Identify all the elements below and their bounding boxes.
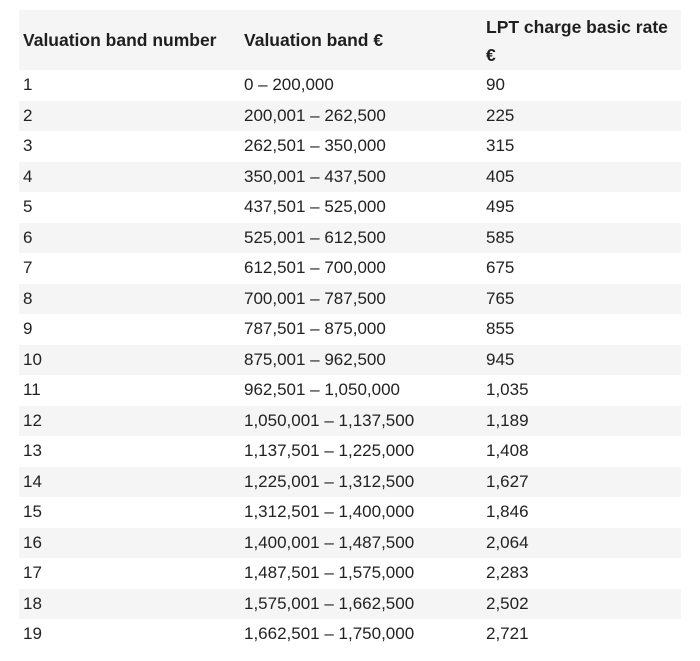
table-row <box>19 497 681 528</box>
band-number-cell: 10 <box>23 349 42 369</box>
valuation-band-cell: 1,050,001 – 1,137,500 <box>244 410 415 430</box>
band-number-cell: 13 <box>23 441 42 461</box>
lpt-charge-cell: 495 <box>486 197 515 217</box>
lpt-charge-cell: 1,627 <box>486 471 529 491</box>
table-row <box>19 223 681 254</box>
valuation-band-cell: 1,575,001 – 1,662,500 <box>244 593 415 613</box>
lpt-charge-cell: 1,189 <box>486 410 529 430</box>
lpt-charge-cell: 1,846 <box>486 502 529 522</box>
lpt-charge-cell: 765 <box>486 288 515 308</box>
band-number-cell: 6 <box>23 227 33 247</box>
band-number-cell: 1 <box>23 75 33 95</box>
table-row <box>19 314 681 345</box>
valuation-band-cell: 1,137,501 – 1,225,000 <box>244 441 415 461</box>
band-number-cell: 14 <box>23 471 42 491</box>
header-valuation-band-number: Valuation band number <box>23 30 217 50</box>
band-number-cell: 19 <box>23 624 42 644</box>
valuation-band-cell: 1,662,501 – 1,750,000 <box>244 624 415 644</box>
table-row <box>19 101 681 132</box>
lpt-valuation-table-container <box>19 10 681 650</box>
band-number-cell: 17 <box>23 563 42 583</box>
band-number-cell: 18 <box>23 593 42 613</box>
band-number-cell: 12 <box>23 410 42 430</box>
band-number-cell: 7 <box>23 258 33 278</box>
lpt-charge-cell: 945 <box>486 349 515 369</box>
table-row <box>19 253 681 284</box>
valuation-band-cell: 0 – 200,000 <box>244 75 334 95</box>
table-row <box>19 558 681 589</box>
valuation-band-cell: 525,001 – 612,500 <box>244 227 386 247</box>
lpt-valuation-table <box>19 10 681 650</box>
band-number-cell: 15 <box>23 502 42 522</box>
lpt-charge-cell: 1,408 <box>486 441 529 461</box>
valuation-band-cell: 1,400,001 – 1,487,500 <box>244 532 415 552</box>
lpt-charge-cell: 225 <box>486 105 515 125</box>
table-row <box>19 162 681 193</box>
lpt-charge-cell: 2,064 <box>486 532 529 552</box>
valuation-band-cell: 200,001 – 262,500 <box>244 105 386 125</box>
valuation-band-cell: 612,501 – 700,000 <box>244 258 386 278</box>
valuation-band-cell: 875,001 – 962,500 <box>244 349 386 369</box>
band-number-cell: 9 <box>23 319 33 339</box>
valuation-band-cell: 700,001 – 787,500 <box>244 288 386 308</box>
table-row <box>19 619 681 650</box>
lpt-charge-cell: 405 <box>486 166 515 186</box>
lpt-charge-cell: 315 <box>486 136 515 156</box>
table-row <box>19 284 681 315</box>
table-row <box>19 375 681 406</box>
valuation-band-cell: 962,501 – 1,050,000 <box>244 380 400 400</box>
table-row <box>19 528 681 559</box>
lpt-charge-cell: 90 <box>486 75 505 95</box>
lpt-charge-cell: 855 <box>486 319 515 339</box>
table-body <box>19 70 681 650</box>
valuation-band-cell: 1,487,501 – 1,575,000 <box>244 563 415 583</box>
band-number-cell: 8 <box>23 288 33 308</box>
lpt-charge-cell: 675 <box>486 258 515 278</box>
band-number-cell: 11 <box>23 380 41 400</box>
table-row <box>19 345 681 376</box>
lpt-charge-cell: 2,502 <box>486 593 529 613</box>
band-number-cell: 5 <box>23 197 33 217</box>
table-row <box>19 589 681 620</box>
lpt-charge-cell: 2,721 <box>486 624 529 644</box>
valuation-band-cell: 262,501 – 350,000 <box>244 136 386 156</box>
table-row <box>19 467 681 498</box>
lpt-charge-cell: 2,283 <box>486 563 529 583</box>
band-number-cell: 2 <box>23 105 33 125</box>
table-header <box>19 10 681 70</box>
header-row <box>19 10 681 70</box>
band-number-cell: 4 <box>23 166 33 186</box>
table-row <box>19 192 681 223</box>
band-number-cell: 16 <box>23 532 42 552</box>
table-row <box>19 70 681 101</box>
header-valuation-band: Valuation band € <box>244 30 384 50</box>
table-row <box>19 131 681 162</box>
lpt-charge-cell: 1,035 <box>486 380 529 400</box>
valuation-band-cell: 1,225,001 – 1,312,500 <box>244 471 415 491</box>
band-number-cell: 3 <box>23 136 33 156</box>
header-lpt-charge-basic-rate: LPT charge basic rate € <box>486 17 668 65</box>
valuation-band-cell: 350,001 – 437,500 <box>244 166 386 186</box>
lpt-charge-cell: 585 <box>486 227 515 247</box>
valuation-band-cell: 437,501 – 525,000 <box>244 197 386 217</box>
table-row <box>19 436 681 467</box>
valuation-band-cell: 1,312,501 – 1,400,000 <box>244 502 415 522</box>
table-row <box>19 406 681 437</box>
valuation-band-cell: 787,501 – 875,000 <box>244 319 386 339</box>
